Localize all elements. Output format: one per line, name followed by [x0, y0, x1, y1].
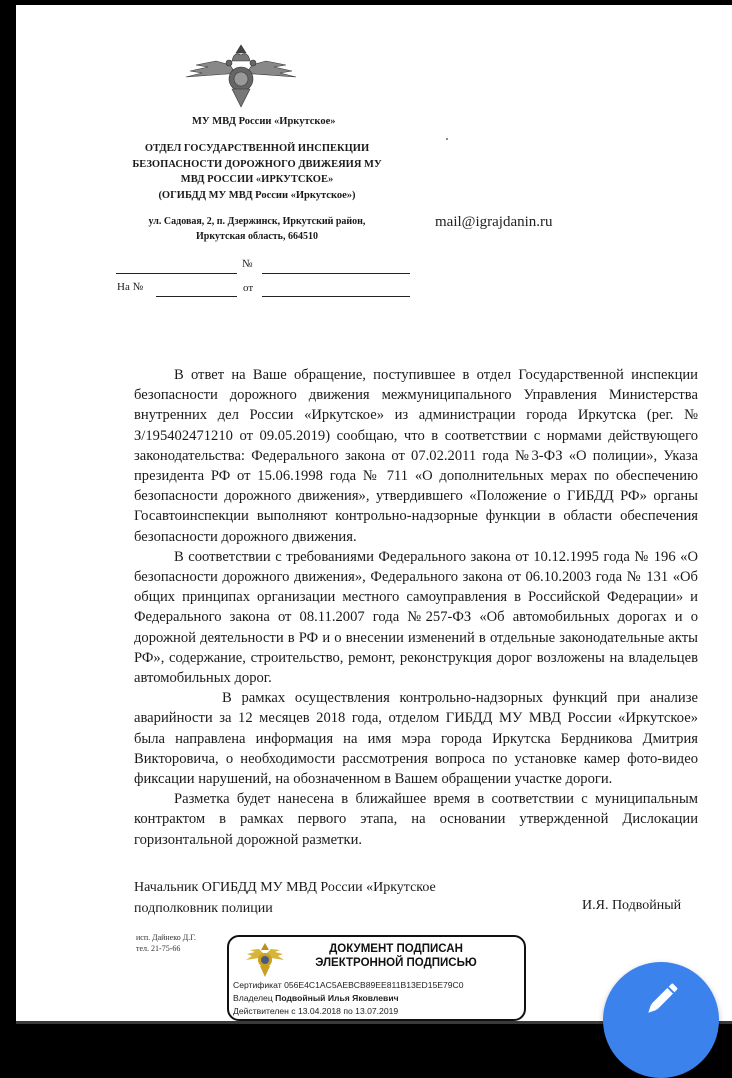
stamp-title-line: ДОКУМЕНТ ПОДПИСАН — [329, 943, 463, 955]
from-label: от — [243, 282, 254, 294]
speck — [446, 138, 448, 140]
outgoing-number-line — [262, 273, 410, 274]
stamp-title-line: ЭЛЕКТРОННОЙ ПОДПИСЬЮ — [315, 957, 477, 969]
paragraph: В соответствии с требованиями Федерального закона от 10.12.1995 года № 196 «О безопасности дорожного движения», Федерального закона от 06.10.2003 года № 131 «Об общих принципах организации местного самоуправления в Российской Федерации» и Федерального закона от 08.11.2007 года №257-ФЗ «Об автомобильных дорогах и о дорожной деятельности в РФ и о внесении изменений в отдельные законодательные акты РФ», содержание, строительство, ремонт, реконструкция дорог возложены на владельцев автомобильных дорог. — [134, 548, 698, 687]
paragraph: В ответ на Ваше обращение, поступившее в отдел Государственной инспекции безопасности дорожного движения межмуниципального Управления Министерства внутренних дел России «Иркутское» из администрации города Иркутска (рег. № З/195402471210 от 09.05.2019) сообщаю, что в соответствии с нормами действующего законодательства: Федерального закона от 07.02.2011 года №3-ФЗ «О полиции», Указа президента РФ от 15.06.1998 года № 711 «О дополнительных мерах по обеспечению безопасности дорожного движения», утвердившего «Положение о ГИБДД РФ» органы Госавтоинспекции выполняют контрольно-надзорные функции в области обеспечения безопасности дорожного движения. — [134, 367, 698, 545]
signatory-rank: подполковник полиции — [134, 901, 273, 916]
paragraph: В рамках осуществления контрольно-надзорных функций при анализе аварийности за 12 месяцев 2018 года, отделом ГИБДД МУ МВД России «Иркутское» была направлена информация на имя мэра города Иркутска Бердникова Дмитрия Викторовича, о необходимости рассмотрения вопроса по установке камер фото-видео фиксации нарушений, на обозначенном в Вашем обращении участке дороги. — [134, 690, 698, 788]
edit-fab-button[interactable] — [603, 962, 719, 1078]
executor-name: исп. Дайнеко Д.Г. — [136, 933, 196, 942]
owner-value: Подвойный Илья Яковлевич — [275, 993, 399, 1003]
e-signature-stamp — [227, 935, 526, 1021]
org-full-name — [120, 141, 394, 203]
eagle-emblem-gold — [245, 941, 285, 979]
signatory-title — [134, 877, 436, 919]
stamp-certificate — [233, 980, 464, 990]
signatory-name: И.Я. Подвойный — [582, 898, 682, 913]
executor-phone: тел. 21-75-66 — [136, 944, 181, 953]
org-line: (ОГИБДД МУ МВД России «Иркутское») — [158, 189, 356, 201]
reply-date-line — [262, 296, 410, 297]
double-headed-eagle-emblem — [182, 43, 300, 111]
certificate-value: 056E4C1AC5AEBCB89EE811B13ED15E79C0 — [284, 980, 464, 990]
outgoing-date-line — [116, 273, 237, 274]
org-address — [120, 214, 394, 244]
signatory-position: Начальник ОГИБДД МУ МВД России «Иркутское — [134, 880, 436, 895]
recipient-email: mail@igrajdanin.ru — [435, 214, 553, 230]
document-page — [16, 5, 732, 1021]
address-line: ул. Садовая, 2, п. Дзержинск, Иркутский район, — [148, 216, 366, 227]
org-line: БЕЗОПАСНОСТИ ДОРОЖНОГО ДВИЖЕЯИЯ МУ — [132, 158, 382, 170]
executor-info — [136, 932, 196, 954]
stamp-validity: Действителен с 13.04.2018 по 13.07.2019 — [233, 1006, 399, 1016]
address-line: Иркутская область, 664510 — [196, 231, 318, 242]
owner-label: Владелец — [233, 993, 273, 1003]
reply-number-line — [156, 296, 237, 297]
org-line: ОТДЕЛ ГОСУДАРСТВЕННОЙ ИНСПЕКЦИИ — [144, 143, 370, 154]
stamp-owner — [233, 993, 399, 1003]
reply-to-label: На № — [117, 281, 144, 293]
stamp-title — [291, 942, 501, 970]
org-line: МВД РОССИИ «ИРКУТСКОЕ» — [180, 174, 334, 185]
paragraph: Разметка будет нанесена в ближайшее время в соответствии с муниципальным контрактом в рамках первого этапа, на основании утвержденной Дислокации горизонтальной дорожной разметки. — [134, 791, 698, 848]
number-label: № — [242, 258, 253, 270]
letter-body — [134, 365, 698, 850]
org-short-name: МУ МВД России «Иркутское» — [192, 116, 336, 127]
certificate-label: Сертификат — [233, 980, 282, 990]
pencil-edit-icon — [643, 982, 679, 1018]
